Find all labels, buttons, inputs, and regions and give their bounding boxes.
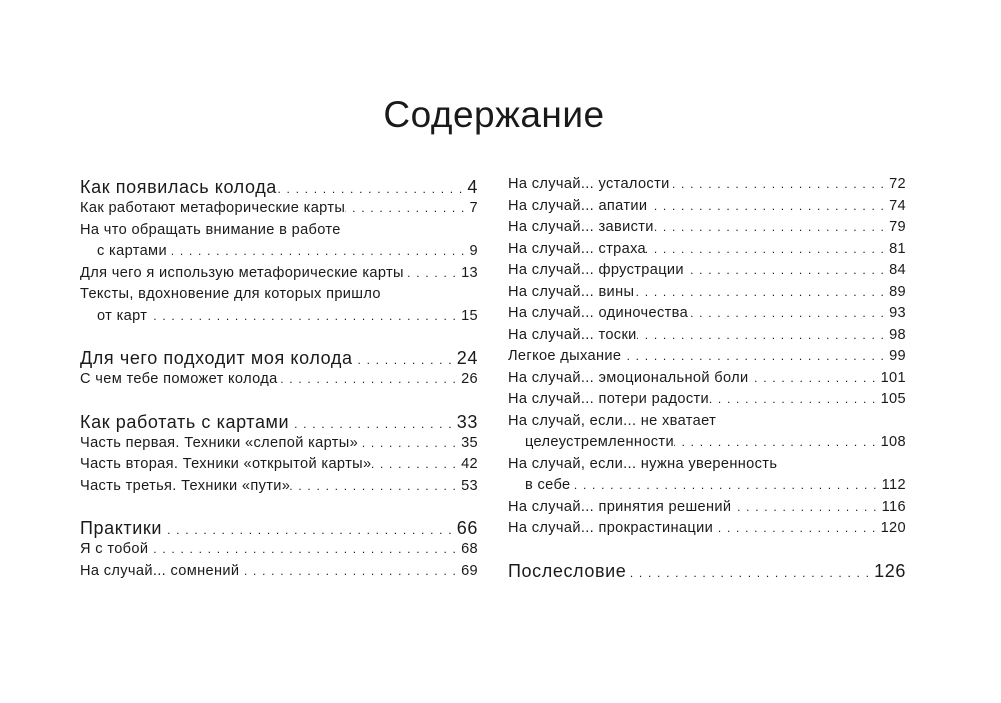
toc-entry bbox=[508, 303, 906, 325]
toc-entry-label: Легкое дыхание bbox=[508, 348, 622, 364]
toc-page-number: 42 bbox=[461, 456, 478, 472]
toc-entry-continuation bbox=[80, 306, 478, 328]
toc-right-column bbox=[508, 174, 906, 582]
toc-entry-label: С чем тебе поможет колода bbox=[80, 371, 278, 387]
leader-dots bbox=[371, 454, 461, 476]
toc-entry bbox=[80, 263, 478, 285]
toc-entry bbox=[508, 518, 906, 540]
toc-page-number: 74 bbox=[889, 197, 906, 214]
toc-entry-label: Как работают метафорические карты bbox=[80, 200, 346, 216]
leader-dots bbox=[674, 432, 881, 454]
toc-entry-continuation bbox=[508, 432, 906, 454]
toc-page-number: 72 bbox=[889, 176, 906, 192]
toc-entry-label: На случай... усталости bbox=[508, 176, 670, 192]
leader-dots bbox=[637, 325, 889, 347]
toc-entry bbox=[80, 476, 478, 498]
toc-entry-label: Практики bbox=[80, 518, 163, 538]
toc-entry bbox=[80, 198, 478, 220]
toc-entry-label: На случай... прокрастинации bbox=[508, 520, 714, 536]
toc-entry bbox=[508, 325, 906, 347]
toc-entry-label: Как работать с картами bbox=[80, 411, 290, 432]
toc-entry-label: На что обращать внимание в работе bbox=[80, 221, 341, 238]
toc-section-heading bbox=[508, 560, 906, 582]
toc-entry-label: На случай... эмоциональной боли bbox=[508, 369, 749, 386]
leader-dots bbox=[167, 241, 470, 263]
leader-dots bbox=[684, 260, 889, 282]
toc-entry-label: Для чего я использую метафорические карты bbox=[80, 264, 404, 281]
toc-entry-label: На случай... принятия решений bbox=[508, 498, 732, 515]
leader-dots bbox=[289, 411, 457, 433]
leader-dots bbox=[277, 176, 467, 198]
page-title: Содержание bbox=[383, 94, 605, 135]
toc-entry-label: На случай... страха bbox=[508, 240, 647, 257]
leader-dots bbox=[148, 539, 461, 561]
toc-entry bbox=[80, 561, 478, 583]
leader-dots bbox=[290, 476, 461, 498]
toc-entry-label: На случай, если... нужна уверенность bbox=[508, 455, 778, 472]
leader-dots bbox=[670, 174, 889, 196]
toc-entry-label: На случай... тоски bbox=[508, 326, 637, 343]
toc-entry-label: от карт bbox=[97, 307, 148, 324]
toc-page-number: 24 bbox=[456, 348, 478, 368]
toc-entry-label: Я с тобой bbox=[80, 541, 149, 557]
toc-entry bbox=[80, 454, 478, 476]
toc-entry-label: На случай... фрустрации bbox=[508, 262, 684, 278]
leader-dots bbox=[647, 196, 889, 218]
toc-entry bbox=[508, 368, 906, 390]
toc-page-number: 93 bbox=[889, 305, 906, 321]
toc-page-number: 112 bbox=[881, 477, 906, 493]
leader-dots bbox=[646, 239, 889, 261]
toc-page-number: 120 bbox=[880, 520, 906, 536]
toc-entry bbox=[508, 411, 906, 433]
toc-page-number: 9 bbox=[469, 243, 478, 259]
leader-dots bbox=[621, 346, 889, 368]
toc-entry bbox=[508, 239, 906, 261]
leader-dots bbox=[358, 433, 461, 455]
leader-dots bbox=[278, 369, 461, 391]
toc-entry bbox=[80, 284, 478, 306]
leader-dots bbox=[626, 560, 874, 582]
toc-section-heading bbox=[80, 347, 478, 369]
leader-dots bbox=[147, 306, 461, 328]
toc-entry-label: Часть третья. Техники «пути» bbox=[80, 477, 291, 494]
toc-entry-continuation bbox=[80, 241, 478, 263]
toc-entry bbox=[80, 369, 478, 391]
toc-entry-label: Тексты, вдохновение для которых пришло bbox=[80, 286, 381, 302]
toc-page-number: 108 bbox=[880, 434, 906, 450]
leader-dots bbox=[654, 217, 889, 239]
toc-entry bbox=[508, 454, 906, 476]
leader-dots bbox=[713, 518, 881, 540]
toc-page-number: 15 bbox=[461, 307, 478, 324]
toc-page-number: 81 bbox=[889, 240, 906, 257]
toc-entry-label: в себе bbox=[525, 477, 571, 493]
leader-dots bbox=[688, 303, 889, 325]
toc-page-number: 101 bbox=[880, 369, 906, 386]
leader-dots bbox=[239, 561, 461, 583]
toc-entry bbox=[508, 346, 906, 368]
toc-entry-label: На случай... сомнений bbox=[80, 562, 240, 579]
toc-entry-label: На случай... вины bbox=[508, 283, 635, 300]
toc-entry-label: Как появилась колода bbox=[80, 177, 277, 197]
toc-section-heading bbox=[80, 411, 478, 433]
toc-page-number: 7 bbox=[469, 200, 478, 216]
toc-page-number: 79 bbox=[889, 219, 906, 235]
toc-entry-label: На случай... зависти bbox=[508, 219, 654, 235]
toc-entry-label: На случай, если... не хватает bbox=[508, 412, 717, 429]
toc-page-number: 26 bbox=[461, 371, 478, 387]
toc-page-number: 66 bbox=[456, 518, 478, 538]
toc-entry-label: На случай... потери радости bbox=[508, 391, 710, 407]
toc-page-number: 99 bbox=[889, 348, 906, 364]
toc-entry-label: Часть первая. Техники «слепой карты» bbox=[80, 434, 359, 451]
toc-page-number: 89 bbox=[889, 283, 906, 300]
toc-entry-label: Для чего подходит моя колода bbox=[80, 348, 353, 368]
toc-entry bbox=[508, 217, 906, 239]
toc-entry bbox=[508, 389, 906, 411]
toc-entry bbox=[508, 497, 906, 519]
leader-dots bbox=[404, 263, 461, 285]
toc-entry-label: На случай... одиночества bbox=[508, 305, 689, 321]
toc-left-column bbox=[80, 176, 478, 582]
toc-entry bbox=[80, 539, 478, 561]
toc-page-number: 53 bbox=[461, 477, 478, 494]
toc-entry bbox=[80, 220, 478, 242]
toc-entry-label: Часть вторая. Техники «открытой карты» bbox=[80, 456, 372, 472]
leader-dots bbox=[570, 475, 881, 497]
leader-dots bbox=[634, 282, 889, 304]
toc-page-number: 68 bbox=[461, 541, 478, 557]
leader-dots bbox=[731, 497, 881, 519]
toc-entry-label: На случай... апатии bbox=[508, 197, 648, 214]
toc-page-number: 126 bbox=[874, 560, 906, 581]
toc-page-number: 69 bbox=[461, 562, 478, 579]
toc-page-number: 98 bbox=[889, 326, 906, 343]
leader-dots bbox=[748, 368, 880, 390]
toc-entry bbox=[508, 174, 906, 196]
toc-page-number: 4 bbox=[467, 177, 478, 197]
toc-entry-label: целеустремленности bbox=[525, 434, 674, 450]
toc-page-number: 116 bbox=[881, 498, 906, 515]
toc-entry bbox=[508, 196, 906, 218]
toc-entry bbox=[508, 260, 906, 282]
toc-page-number: 35 bbox=[461, 434, 478, 451]
toc-page-number: 13 bbox=[461, 264, 478, 281]
toc-entry-label: Послесловие bbox=[508, 560, 627, 581]
leader-dots bbox=[709, 389, 881, 411]
toc-entry-label: с картами bbox=[97, 243, 167, 259]
toc-section-heading bbox=[80, 517, 478, 539]
toc-entry-continuation bbox=[508, 475, 906, 497]
toc-page-number: 84 bbox=[889, 262, 906, 278]
leader-dots bbox=[345, 198, 469, 220]
toc-entry bbox=[508, 282, 906, 304]
leader-dots bbox=[162, 517, 457, 539]
toc-entry bbox=[80, 433, 478, 455]
toc-page-number: 33 bbox=[456, 411, 478, 432]
leader-dots bbox=[353, 347, 457, 369]
toc-page-number: 105 bbox=[880, 391, 906, 407]
toc-section-heading bbox=[80, 176, 478, 198]
